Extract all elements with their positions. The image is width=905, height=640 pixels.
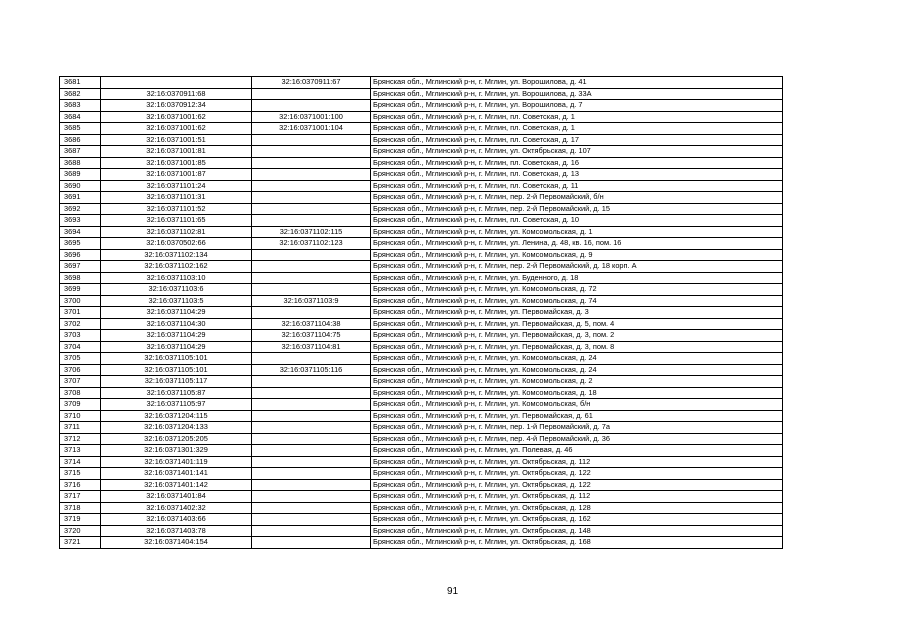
object-cadastral-number-cell: 32:16:0371104:75 bbox=[252, 330, 371, 342]
address-cell: Брянская обл., Мглинский р-н, г. Мглин, ул. Ворошилова, д. 33А bbox=[371, 88, 783, 100]
address-cell: Брянская обл., Мглинский р-н, г. Мглин, ул. Октябрьская, д. 122 bbox=[371, 479, 783, 491]
row-number-cell: 3704 bbox=[60, 341, 101, 353]
row-number-cell: 3694 bbox=[60, 226, 101, 238]
parcel-cadastral-number-cell: 32:16:0371103:6 bbox=[101, 284, 252, 296]
object-cadastral-number-cell bbox=[252, 88, 371, 100]
table-row bbox=[60, 330, 783, 342]
row-number-cell: 3719 bbox=[60, 514, 101, 526]
parcel-cadastral-number-cell: 32:16:0371103:5 bbox=[101, 295, 252, 307]
address-cell: Брянская обл., Мглинский р-н, г. Мглин, ул. Комсомольская, д. 1 bbox=[371, 226, 783, 238]
table-row bbox=[60, 514, 783, 526]
address-cell: Брянская обл., Мглинский р-н, г. Мглин, пл. Советская, д. 17 bbox=[371, 134, 783, 146]
row-number-cell: 3682 bbox=[60, 88, 101, 100]
address-cell: Брянская обл., Мглинский р-н, г. Мглин, ул. Первомайская, д. 61 bbox=[371, 410, 783, 422]
address-cell: Брянская обл., Мглинский р-н, г. Мглин, пер. 4-й Первомайский, д. 36 bbox=[371, 433, 783, 445]
object-cadastral-number-cell: 32:16:0370911:67 bbox=[252, 77, 371, 89]
object-cadastral-number-cell bbox=[252, 157, 371, 169]
object-cadastral-number-cell: 32:16:0371104:38 bbox=[252, 318, 371, 330]
object-cadastral-number-cell bbox=[252, 514, 371, 526]
table-row bbox=[60, 284, 783, 296]
object-cadastral-number-cell bbox=[252, 502, 371, 514]
row-number-cell: 3720 bbox=[60, 525, 101, 537]
object-cadastral-number-cell bbox=[252, 100, 371, 112]
table-row bbox=[60, 215, 783, 227]
table-row bbox=[60, 169, 783, 181]
parcel-cadastral-number-cell: 32:16:0371102:134 bbox=[101, 249, 252, 261]
parcel-cadastral-number-cell: 32:16:0371105:97 bbox=[101, 399, 252, 411]
object-cadastral-number-cell: 32:16:0371105:116 bbox=[252, 364, 371, 376]
row-number-cell: 3681 bbox=[60, 77, 101, 89]
parcel-cadastral-number-cell: 32:16:0370912:34 bbox=[101, 100, 252, 112]
object-cadastral-number-cell bbox=[252, 134, 371, 146]
parcel-cadastral-number-cell: 32:16:0371403:78 bbox=[101, 525, 252, 537]
table-row bbox=[60, 376, 783, 388]
table-row bbox=[60, 203, 783, 215]
parcel-cadastral-number-cell: 32:16:0371105:87 bbox=[101, 387, 252, 399]
object-cadastral-number-cell bbox=[252, 456, 371, 468]
parcel-cadastral-number-cell: 32:16:0371402:32 bbox=[101, 502, 252, 514]
object-cadastral-number-cell: 32:16:0371103:9 bbox=[252, 295, 371, 307]
address-cell: Брянская обл., Мглинский р-н, г. Мглин, ул. Первомайская, д. 3 bbox=[371, 307, 783, 319]
parcel-cadastral-number-cell: 32:16:0371105:101 bbox=[101, 364, 252, 376]
parcel-cadastral-number-cell: 32:16:0371401:84 bbox=[101, 491, 252, 503]
object-cadastral-number-cell bbox=[252, 192, 371, 204]
address-cell: Брянская обл., Мглинский р-н, г. Мглин, ул. Октябрьская, д. 107 bbox=[371, 146, 783, 158]
address-cell: Брянская обл., Мглинский р-н, г. Мглин, ул. Октябрьская, д. 148 bbox=[371, 525, 783, 537]
address-cell: Брянская обл., Мглинский р-н, г. Мглин, пл. Советская, д. 16 bbox=[371, 157, 783, 169]
table-row bbox=[60, 249, 783, 261]
address-cell: Брянская обл., Мглинский р-н, г. Мглин, пл. Советская, д. 1 bbox=[371, 123, 783, 135]
table-row bbox=[60, 157, 783, 169]
address-cell: Брянская обл., Мглинский р-н, г. Мглин, пер. 1-й Первомайский, д. 7а bbox=[371, 422, 783, 434]
row-number-cell: 3688 bbox=[60, 157, 101, 169]
parcel-cadastral-number-cell: 32:16:0371401:119 bbox=[101, 456, 252, 468]
parcel-cadastral-number-cell: 32:16:0371001:85 bbox=[101, 157, 252, 169]
row-number-cell: 3684 bbox=[60, 111, 101, 123]
row-number-cell: 3718 bbox=[60, 502, 101, 514]
row-number-cell: 3697 bbox=[60, 261, 101, 273]
object-cadastral-number-cell bbox=[252, 180, 371, 192]
object-cadastral-number-cell bbox=[252, 261, 371, 273]
object-cadastral-number-cell bbox=[252, 433, 371, 445]
parcel-cadastral-number-cell: 32:16:0371104:30 bbox=[101, 318, 252, 330]
row-number-cell: 3713 bbox=[60, 445, 101, 457]
address-cell: Брянская обл., Мглинский р-н, г. Мглин, пер. 2-й Первомайский, б/н bbox=[371, 192, 783, 204]
row-number-cell: 3707 bbox=[60, 376, 101, 388]
object-cadastral-number-cell bbox=[252, 272, 371, 284]
object-cadastral-number-cell bbox=[252, 468, 371, 480]
parcel-cadastral-number-cell bbox=[101, 77, 252, 89]
object-cadastral-number-cell bbox=[252, 422, 371, 434]
row-number-cell: 3699 bbox=[60, 284, 101, 296]
address-cell: Брянская обл., Мглинский р-н, г. Мглин, ул. Октябрьская, д. 112 bbox=[371, 491, 783, 503]
object-cadastral-number-cell bbox=[252, 249, 371, 261]
address-cell: Брянская обл., Мглинский р-н, г. Мглин, ул. Октябрьская, д. 162 bbox=[371, 514, 783, 526]
row-number-cell: 3687 bbox=[60, 146, 101, 158]
parcel-cadastral-number-cell: 32:16:0371001:87 bbox=[101, 169, 252, 181]
table-row bbox=[60, 468, 783, 480]
row-number-cell: 3717 bbox=[60, 491, 101, 503]
table-row bbox=[60, 479, 783, 491]
address-cell: Брянская обл., Мглинский р-н, г. Мглин, пл. Советская, д. 11 bbox=[371, 180, 783, 192]
row-number-cell: 3706 bbox=[60, 364, 101, 376]
parcel-cadastral-number-cell: 32:16:0371104:29 bbox=[101, 307, 252, 319]
row-number-cell: 3705 bbox=[60, 353, 101, 365]
parcel-cadastral-number-cell: 32:16:0371104:29 bbox=[101, 341, 252, 353]
row-number-cell: 3716 bbox=[60, 479, 101, 491]
table-row bbox=[60, 111, 783, 123]
object-cadastral-number-cell bbox=[252, 387, 371, 399]
row-number-cell: 3686 bbox=[60, 134, 101, 146]
parcel-cadastral-number-cell: 32:16:0371404:154 bbox=[101, 537, 252, 549]
table-row bbox=[60, 146, 783, 158]
object-cadastral-number-cell bbox=[252, 525, 371, 537]
table-row bbox=[60, 295, 783, 307]
parcel-cadastral-number-cell: 32:16:0371401:142 bbox=[101, 479, 252, 491]
parcel-cadastral-number-cell: 32:16:0371105:117 bbox=[101, 376, 252, 388]
table-row bbox=[60, 525, 783, 537]
parcel-cadastral-number-cell: 32:16:0371204:115 bbox=[101, 410, 252, 422]
table-row bbox=[60, 100, 783, 112]
address-cell: Брянская обл., Мглинский р-н, г. Мглин, ул. Первомайская, д. 3, пом. 8 bbox=[371, 341, 783, 353]
registry-table-body bbox=[60, 77, 783, 549]
table-row bbox=[60, 77, 783, 89]
row-number-cell: 3721 bbox=[60, 537, 101, 549]
parcel-cadastral-number-cell: 32:16:0371102:81 bbox=[101, 226, 252, 238]
address-cell: Брянская обл., Мглинский р-н, г. Мглин, ул. Первомайская, д. 5, пом. 4 bbox=[371, 318, 783, 330]
address-cell: Брянская обл., Мглинский р-н, г. Мглин, пер. 2-й Первомайский, д. 15 bbox=[371, 203, 783, 215]
row-number-cell: 3714 bbox=[60, 456, 101, 468]
object-cadastral-number-cell bbox=[252, 307, 371, 319]
address-cell: Брянская обл., Мглинский р-н, г. Мглин, ул. Полевая, д. 46 bbox=[371, 445, 783, 457]
object-cadastral-number-cell: 32:16:0371001:100 bbox=[252, 111, 371, 123]
table-row bbox=[60, 445, 783, 457]
page-number: 91 bbox=[446, 586, 459, 597]
address-cell: Брянская обл., Мглинский р-н, г. Мглин, ул. Ворошилова, д. 7 bbox=[371, 100, 783, 112]
row-number-cell: 3693 bbox=[60, 215, 101, 227]
table-row bbox=[60, 433, 783, 445]
object-cadastral-number-cell bbox=[252, 146, 371, 158]
registry-table bbox=[59, 76, 783, 549]
address-cell: Брянская обл., Мглинский р-н, г. Мглин, ул. Ворошилова, д. 41 bbox=[371, 77, 783, 89]
table-row bbox=[60, 318, 783, 330]
address-cell: Брянская обл., Мглинский р-н, г. Мглин, ул. Комсомольская, д. 2 bbox=[371, 376, 783, 388]
parcel-cadastral-number-cell: 32:16:0371101:31 bbox=[101, 192, 252, 204]
parcel-cadastral-number-cell: 32:16:0371001:51 bbox=[101, 134, 252, 146]
address-cell: Брянская обл., Мглинский р-н, г. Мглин, пл. Советская, д. 10 bbox=[371, 215, 783, 227]
address-cell: Брянская обл., Мглинский р-н, г. Мглин, ул. Октябрьская, д. 112 bbox=[371, 456, 783, 468]
address-cell: Брянская обл., Мглинский р-н, г. Мглин, ул. Комсомольская, б/н bbox=[371, 399, 783, 411]
table-row bbox=[60, 192, 783, 204]
address-cell: Брянская обл., Мглинский р-н, г. Мглин, пл. Советская, д. 1 bbox=[371, 111, 783, 123]
address-cell: Брянская обл., Мглинский р-н, г. Мглин, ул. Комсомольская, д. 72 bbox=[371, 284, 783, 296]
table-row bbox=[60, 456, 783, 468]
object-cadastral-number-cell bbox=[252, 479, 371, 491]
table-row bbox=[60, 261, 783, 273]
row-number-cell: 3695 bbox=[60, 238, 101, 250]
table-row bbox=[60, 422, 783, 434]
parcel-cadastral-number-cell: 32:16:0371301:329 bbox=[101, 445, 252, 457]
address-cell: Брянская обл., Мглинский р-н, г. Мглин, ул. Октябрьская, д. 128 bbox=[371, 502, 783, 514]
object-cadastral-number-cell bbox=[252, 537, 371, 549]
table-row bbox=[60, 134, 783, 146]
parcel-cadastral-number-cell: 32:16:0371104:29 bbox=[101, 330, 252, 342]
address-cell: Брянская обл., Мглинский р-н, г. Мглин, ул. Первомайская, д. 3, пом. 2 bbox=[371, 330, 783, 342]
row-number-cell: 3708 bbox=[60, 387, 101, 399]
object-cadastral-number-cell bbox=[252, 353, 371, 365]
object-cadastral-number-cell: 32:16:0371001:104 bbox=[252, 123, 371, 135]
parcel-cadastral-number-cell: 32:16:0371001:62 bbox=[101, 123, 252, 135]
object-cadastral-number-cell bbox=[252, 284, 371, 296]
row-number-cell: 3710 bbox=[60, 410, 101, 422]
row-number-cell: 3701 bbox=[60, 307, 101, 319]
row-number-cell: 3703 bbox=[60, 330, 101, 342]
table-row bbox=[60, 238, 783, 250]
address-cell: Брянская обл., Мглинский р-н, г. Мглин, ул. Комсомольская, д. 18 bbox=[371, 387, 783, 399]
table-row bbox=[60, 307, 783, 319]
parcel-cadastral-number-cell: 32:16:0371401:141 bbox=[101, 468, 252, 480]
address-cell: Брянская обл., Мглинский р-н, г. Мглин, ул. Комсомольская, д. 74 bbox=[371, 295, 783, 307]
object-cadastral-number-cell bbox=[252, 215, 371, 227]
table-row bbox=[60, 353, 783, 365]
parcel-cadastral-number-cell: 32:16:0371001:62 bbox=[101, 111, 252, 123]
table-row bbox=[60, 502, 783, 514]
parcel-cadastral-number-cell: 32:16:0370502:66 bbox=[101, 238, 252, 250]
parcel-cadastral-number-cell: 32:16:0371103:10 bbox=[101, 272, 252, 284]
object-cadastral-number-cell: 32:16:0371102:123 bbox=[252, 238, 371, 250]
row-number-cell: 3689 bbox=[60, 169, 101, 181]
object-cadastral-number-cell bbox=[252, 399, 371, 411]
address-cell: Брянская обл., Мглинский р-н, г. Мглин, ул. Комсомольская, д. 24 bbox=[371, 353, 783, 365]
address-cell: Брянская обл., Мглинский р-н, г. Мглин, пер. 2-й Первомайский, д. 18 корп. А bbox=[371, 261, 783, 273]
parcel-cadastral-number-cell: 32:16:0371101:24 bbox=[101, 180, 252, 192]
parcel-cadastral-number-cell: 32:16:0371403:66 bbox=[101, 514, 252, 526]
parcel-cadastral-number-cell: 32:16:0371205:205 bbox=[101, 433, 252, 445]
table-row bbox=[60, 88, 783, 100]
table-row bbox=[60, 341, 783, 353]
object-cadastral-number-cell bbox=[252, 169, 371, 181]
object-cadastral-number-cell bbox=[252, 410, 371, 422]
row-number-cell: 3690 bbox=[60, 180, 101, 192]
object-cadastral-number-cell bbox=[252, 491, 371, 503]
row-number-cell: 3698 bbox=[60, 272, 101, 284]
table-row bbox=[60, 491, 783, 503]
parcel-cadastral-number-cell: 32:16:0371001:81 bbox=[101, 146, 252, 158]
parcel-cadastral-number-cell: 32:16:0371105:101 bbox=[101, 353, 252, 365]
object-cadastral-number-cell bbox=[252, 445, 371, 457]
row-number-cell: 3702 bbox=[60, 318, 101, 330]
parcel-cadastral-number-cell: 32:16:0371101:52 bbox=[101, 203, 252, 215]
table-row bbox=[60, 123, 783, 135]
row-number-cell: 3683 bbox=[60, 100, 101, 112]
row-number-cell: 3712 bbox=[60, 433, 101, 445]
row-number-cell: 3696 bbox=[60, 249, 101, 261]
object-cadastral-number-cell bbox=[252, 376, 371, 388]
row-number-cell: 3700 bbox=[60, 295, 101, 307]
table-row bbox=[60, 387, 783, 399]
table-row bbox=[60, 272, 783, 284]
row-number-cell: 3692 bbox=[60, 203, 101, 215]
table-row bbox=[60, 399, 783, 411]
address-cell: Брянская обл., Мглинский р-н, г. Мглин, ул. Ленина, д. 48, кв. 16, пом. 16 bbox=[371, 238, 783, 250]
row-number-cell: 3711 bbox=[60, 422, 101, 434]
object-cadastral-number-cell: 32:16:0371102:115 bbox=[252, 226, 371, 238]
address-cell: Брянская обл., Мглинский р-н, г. Мглин, ул. Комсомольская, д. 9 bbox=[371, 249, 783, 261]
object-cadastral-number-cell bbox=[252, 203, 371, 215]
parcel-cadastral-number-cell: 32:16:0371204:133 bbox=[101, 422, 252, 434]
parcel-cadastral-number-cell: 32:16:0370911:68 bbox=[101, 88, 252, 100]
table-row bbox=[60, 537, 783, 549]
address-cell: Брянская обл., Мглинский р-н, г. Мглин, ул. Октябрьская, д. 122 bbox=[371, 468, 783, 480]
parcel-cadastral-number-cell: 32:16:0371102:162 bbox=[101, 261, 252, 273]
address-cell: Брянская обл., Мглинский р-н, г. Мглин, ул. Октябрьская, д. 168 bbox=[371, 537, 783, 549]
object-cadastral-number-cell: 32:16:0371104:81 bbox=[252, 341, 371, 353]
table-row bbox=[60, 410, 783, 422]
table-row bbox=[60, 180, 783, 192]
row-number-cell: 3715 bbox=[60, 468, 101, 480]
address-cell: Брянская обл., Мглинский р-н, г. Мглин, пл. Советская, д. 13 bbox=[371, 169, 783, 181]
row-number-cell: 3691 bbox=[60, 192, 101, 204]
address-cell: Брянская обл., Мглинский р-н, г. Мглин, ул. Буденного, д. 18 bbox=[371, 272, 783, 284]
address-cell: Брянская обл., Мглинский р-н, г. Мглин, ул. Комсомольская, д. 24 bbox=[371, 364, 783, 376]
table-row bbox=[60, 364, 783, 376]
row-number-cell: 3709 bbox=[60, 399, 101, 411]
table-row bbox=[60, 226, 783, 238]
row-number-cell: 3685 bbox=[60, 123, 101, 135]
parcel-cadastral-number-cell: 32:16:0371101:65 bbox=[101, 215, 252, 227]
